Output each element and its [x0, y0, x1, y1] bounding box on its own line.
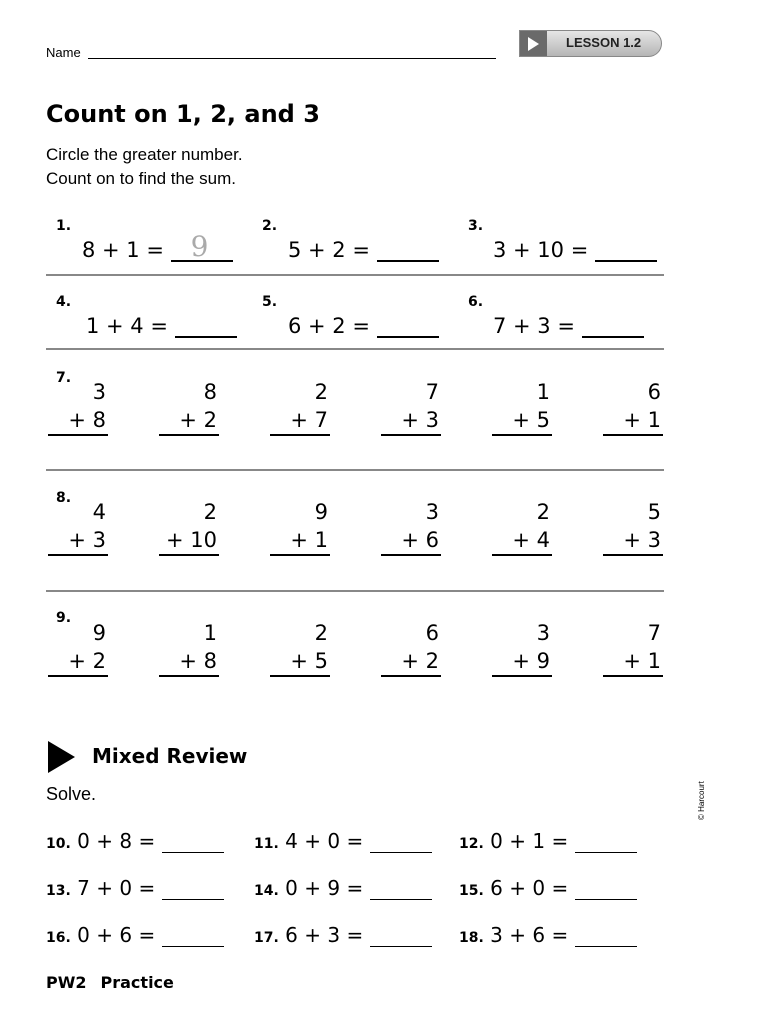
vertical-problem	[492, 619, 552, 677]
section-divider	[46, 590, 664, 592]
expression-text: 7 + 0 =	[77, 876, 156, 900]
review-problem	[254, 829, 432, 853]
vertical-problem	[270, 619, 330, 677]
vertical-problem	[48, 378, 108, 436]
expression-text: 0 + 8 =	[77, 829, 156, 853]
addend-bottom[interactable]: + 8	[48, 406, 108, 436]
expression-text: 5 + 2 =	[288, 238, 370, 262]
expression-text: 6 + 3 =	[285, 923, 364, 947]
review-problem	[254, 923, 432, 947]
vertical-problem	[159, 498, 219, 556]
mixed-review-instruction: Solve.	[46, 784, 97, 804]
addend-bottom[interactable]: + 2	[381, 647, 441, 677]
instruction-line-1: Circle the greater number.	[46, 145, 243, 164]
answer-blank[interactable]	[162, 881, 224, 900]
vertical-problem	[492, 498, 552, 556]
vertical-problem	[603, 498, 663, 556]
mixed-review-title: Mixed Review	[92, 744, 248, 768]
vertical-problem	[603, 378, 663, 436]
vertical-problem	[492, 378, 552, 436]
problem-number: 13.	[46, 883, 71, 899]
problem-number: 14.	[254, 883, 279, 899]
problem-number: 5.	[262, 294, 278, 310]
expression-text: 4 + 0 =	[285, 829, 364, 853]
problem-expression	[493, 314, 644, 338]
vertical-problem	[159, 619, 219, 677]
addend-top: 2	[203, 500, 217, 524]
review-problem	[254, 876, 432, 900]
addend-bottom[interactable]: + 2	[159, 406, 219, 436]
play-triangle-icon	[48, 741, 75, 773]
addend-top: 7	[425, 380, 439, 404]
addend-bottom[interactable]: + 5	[270, 647, 330, 677]
footer-label: Practice	[100, 973, 174, 992]
vertical-problem	[270, 498, 330, 556]
answer-blank[interactable]	[575, 928, 637, 947]
section-divider	[46, 274, 664, 276]
problem-number: 9.	[56, 610, 72, 626]
problem-expression	[288, 314, 439, 338]
vertical-problem	[381, 498, 441, 556]
expression-text: 0 + 9 =	[285, 876, 364, 900]
addend-top: 8	[203, 380, 217, 404]
review-problem	[46, 876, 224, 900]
review-problem	[46, 829, 224, 853]
addend-top: 3	[536, 621, 550, 645]
answer-blank[interactable]	[370, 881, 432, 900]
addend-top: 1	[536, 380, 550, 404]
page-title: Count on 1, 2, and 3	[46, 100, 320, 128]
addend-bottom[interactable]: + 8	[159, 647, 219, 677]
section-divider	[46, 348, 664, 350]
review-problem	[459, 876, 637, 900]
expression-text: 0 + 6 =	[77, 923, 156, 947]
addend-bottom[interactable]: + 1	[603, 406, 663, 436]
vertical-problem	[381, 619, 441, 677]
addend-bottom[interactable]: + 1	[270, 526, 330, 556]
name-line	[88, 58, 496, 59]
instruction-line-2: Count on to find the sum.	[46, 169, 236, 188]
answer-blank[interactable]	[162, 834, 224, 853]
review-problem	[459, 829, 637, 853]
page-footer	[46, 973, 188, 992]
expression-text: 8 + 1 =	[82, 238, 164, 262]
section-divider	[46, 469, 664, 471]
problem-number: 11.	[254, 836, 279, 852]
problem-number: 2.	[262, 218, 278, 234]
answer-blank[interactable]	[370, 928, 432, 947]
expression-text: 1 + 4 =	[86, 314, 168, 338]
addend-top: 6	[425, 621, 439, 645]
addend-bottom[interactable]: + 7	[270, 406, 330, 436]
answer-blank[interactable]	[171, 230, 233, 263]
problem-expression	[288, 238, 439, 262]
expression-text: 6 + 0 =	[490, 876, 569, 900]
addend-bottom[interactable]: + 10	[159, 526, 219, 556]
addend-bottom[interactable]: + 4	[492, 526, 552, 556]
addend-top: 4	[92, 500, 106, 524]
problem-expression	[86, 314, 237, 338]
addend-bottom[interactable]: + 6	[381, 526, 441, 556]
addend-top: 6	[647, 380, 661, 404]
answer-text: 9	[190, 230, 209, 263]
problem-number: 12.	[459, 836, 484, 852]
addend-top: 9	[314, 500, 328, 524]
problem-number: 6.	[468, 294, 484, 310]
addend-bottom[interactable]: + 5	[492, 406, 552, 436]
problem-number: 18.	[459, 930, 484, 946]
problem-number: 15.	[459, 883, 484, 899]
answer-blank[interactable]	[370, 834, 432, 853]
problem-number: 1.	[56, 218, 72, 234]
lesson-label: LESSON 1.2	[566, 35, 642, 50]
answer-blank[interactable]	[595, 238, 657, 262]
addend-top: 3	[92, 380, 106, 404]
problem-number: 10.	[46, 836, 71, 852]
expression-text: 3 + 10 =	[493, 238, 589, 262]
addend-top: 2	[314, 621, 328, 645]
vertical-problem	[270, 378, 330, 436]
problem-number: 8.	[56, 490, 72, 506]
problem-number: 3.	[468, 218, 484, 234]
name-label: Name	[46, 45, 81, 60]
page-number: PW2	[46, 973, 87, 992]
addend-top: 9	[92, 621, 106, 645]
addend-bottom[interactable]: + 3	[48, 526, 108, 556]
addend-bottom[interactable]: + 3	[603, 526, 663, 556]
vertical-problem	[159, 378, 219, 436]
addend-top: 3	[425, 500, 439, 524]
expression-text: 3 + 6 =	[490, 923, 569, 947]
expression-text: 7 + 3 =	[493, 314, 575, 338]
addend-bottom[interactable]: + 1	[603, 647, 663, 677]
answer-blank[interactable]	[377, 238, 439, 262]
addend-top: 2	[536, 500, 550, 524]
vertical-problem	[603, 619, 663, 677]
addend-top: 1	[203, 621, 217, 645]
problem-number: 4.	[56, 294, 72, 310]
problem-expression	[82, 230, 233, 263]
addend-top: 2	[314, 380, 328, 404]
addend-top: 5	[647, 500, 661, 524]
addend-bottom[interactable]: + 3	[381, 406, 441, 436]
review-problem	[459, 923, 637, 947]
problem-number: 16.	[46, 930, 71, 946]
answer-blank[interactable]	[575, 881, 637, 900]
addend-top: 7	[647, 621, 661, 645]
lesson-badge	[519, 30, 662, 57]
answer-blank[interactable]	[575, 834, 637, 853]
play-icon	[520, 31, 547, 56]
answer-blank[interactable]	[582, 314, 644, 338]
vertical-problem	[48, 619, 108, 677]
answer-blank[interactable]	[162, 928, 224, 947]
expression-text: 0 + 1 =	[490, 829, 569, 853]
answer-blank[interactable]	[175, 314, 237, 338]
addend-bottom[interactable]: + 9	[492, 647, 552, 677]
copyright-text: © Harcourt	[697, 781, 706, 820]
vertical-problem	[381, 378, 441, 436]
review-problem	[46, 923, 224, 947]
expression-text: 6 + 2 =	[288, 314, 370, 338]
problem-number: 7.	[56, 370, 72, 386]
problem-expression	[493, 238, 657, 262]
addend-bottom[interactable]: + 2	[48, 647, 108, 677]
problem-number: 17.	[254, 930, 279, 946]
answer-blank[interactable]	[377, 314, 439, 338]
vertical-problem	[48, 498, 108, 556]
